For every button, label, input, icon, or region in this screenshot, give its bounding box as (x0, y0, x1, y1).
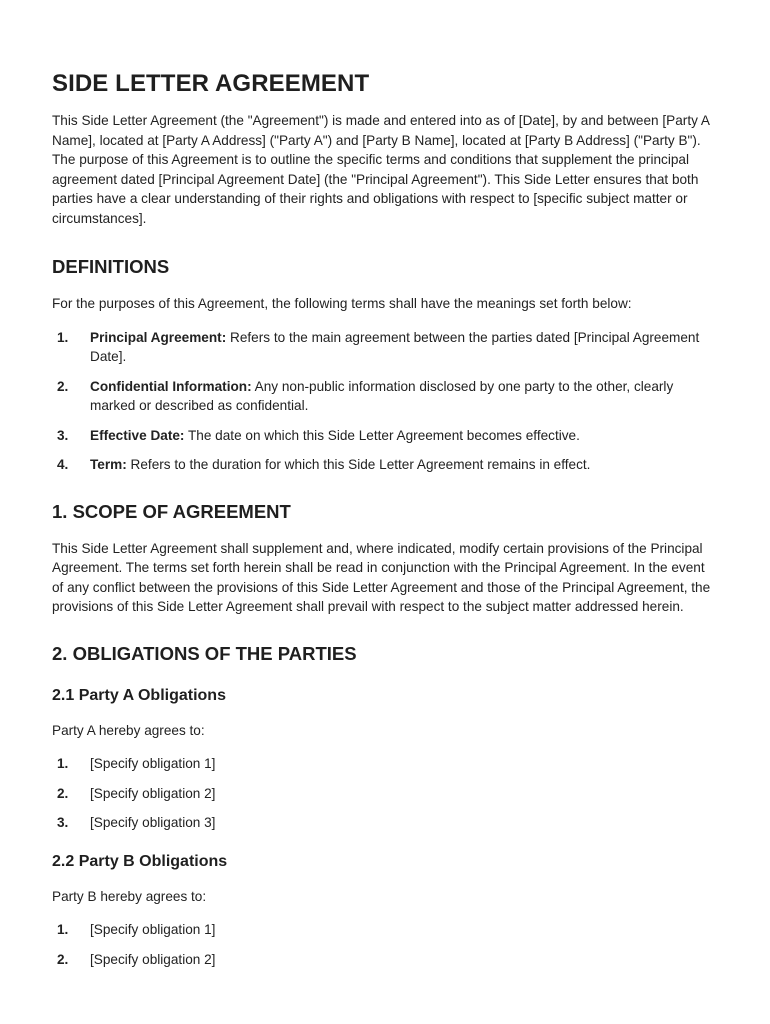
scope-section (52, 501, 718, 617)
list-number: 3. (57, 815, 69, 830)
scope-heading: 1. SCOPE OF AGREEMENT (52, 500, 291, 522)
definition-term: Confidential Information: (90, 378, 252, 394)
definition-text: The date on which this Side Letter Agreement becomes effective. (184, 427, 580, 443)
definition-term: Effective Date: (90, 427, 185, 443)
list-number: 1. (57, 922, 69, 937)
party-a-obligations-list (52, 754, 718, 833)
obligation-text: [Specify obligation 1] (90, 756, 216, 771)
intro-paragraph: This Side Letter Agreement (the "Agreement") is made and entered into as of [Date], by and between [Party A Name], located at [Party A Address] ("Party A") and [Party B Name], located at [Party B Address] ("Party B"). The purpose of this Agreement is to outline the specific terms and conditions that supplement the principal agreement dated [Principal Agreement Date] (the "Principal Agreement"). This Side Letter ensures that both parties have a clear understanding of their rights and obligations with respect to [specific subject matter or circumstances]. (52, 113, 710, 226)
list-number: 2. (57, 378, 69, 394)
party-a-heading: 2.1 Party A Obligations (52, 686, 226, 704)
definitions-heading: DEFINITIONS (52, 256, 170, 277)
party-a-lead: Party A hereby agrees to: (52, 722, 205, 738)
list-number: 1. (57, 756, 69, 771)
list-number: 4. (57, 457, 69, 472)
definition-text: Refers to the duration for which this Side Letter Agreement remains in effect. (126, 457, 591, 472)
obligation-text: [Specify obligation 2] (90, 951, 216, 967)
definition-item (52, 455, 718, 475)
definition-term: Term: (90, 457, 127, 472)
definitions-lead: For the purposes of this Agreement, the following terms shall have the meanings set forth below: (52, 296, 632, 311)
definition-item (52, 426, 718, 446)
list-number: 2. (57, 951, 69, 967)
list-number: 3. (57, 427, 69, 443)
obligation-text: [Specify obligation 3] (90, 815, 216, 830)
definition-item (52, 328, 718, 367)
party-b-lead: Party B hereby agrees to: (52, 888, 207, 904)
obligation-item (52, 920, 718, 940)
obligation-item (52, 813, 718, 833)
definition-term: Principal Agreement: (90, 329, 227, 345)
obligation-item (52, 784, 718, 804)
obligation-text: [Specify obligation 1] (90, 922, 216, 937)
obligations-heading: 2. OBLIGATIONS OF THE PARTIES (52, 642, 357, 664)
party-b-heading: 2.2 Party B Obligations (52, 852, 228, 870)
list-number: 1. (57, 329, 69, 345)
party-b-obligations-list (52, 920, 718, 969)
definition-text: Any non-public information disclosed by one party to the other, clearly marked or described as confidential. (90, 378, 674, 413)
obligation-item (52, 950, 718, 970)
list-number: 2. (57, 785, 69, 801)
obligation-text: [Specify obligation 2] (90, 785, 216, 801)
document-title: SIDE LETTER AGREEMENT (52, 70, 370, 97)
definition-text: Refers to the main agreement between the parties dated [Principal Agreement Date]. (90, 329, 700, 364)
obligation-item (52, 754, 718, 774)
definitions-list (52, 328, 718, 475)
definition-item (52, 377, 718, 416)
scope-paragraph: This Side Letter Agreement shall supplement and, where indicated, modify certain provisions of the Principal Agreement. The terms set forth herein shall be read in conjunction with the Principal Agreement. In the event of any conflict between the provisions of this Side Letter Agreement and those of the Principal Agreement, the provisions of this Side Letter Agreement shall prevail with respect to the subject matter addressed herein. (52, 540, 711, 614)
